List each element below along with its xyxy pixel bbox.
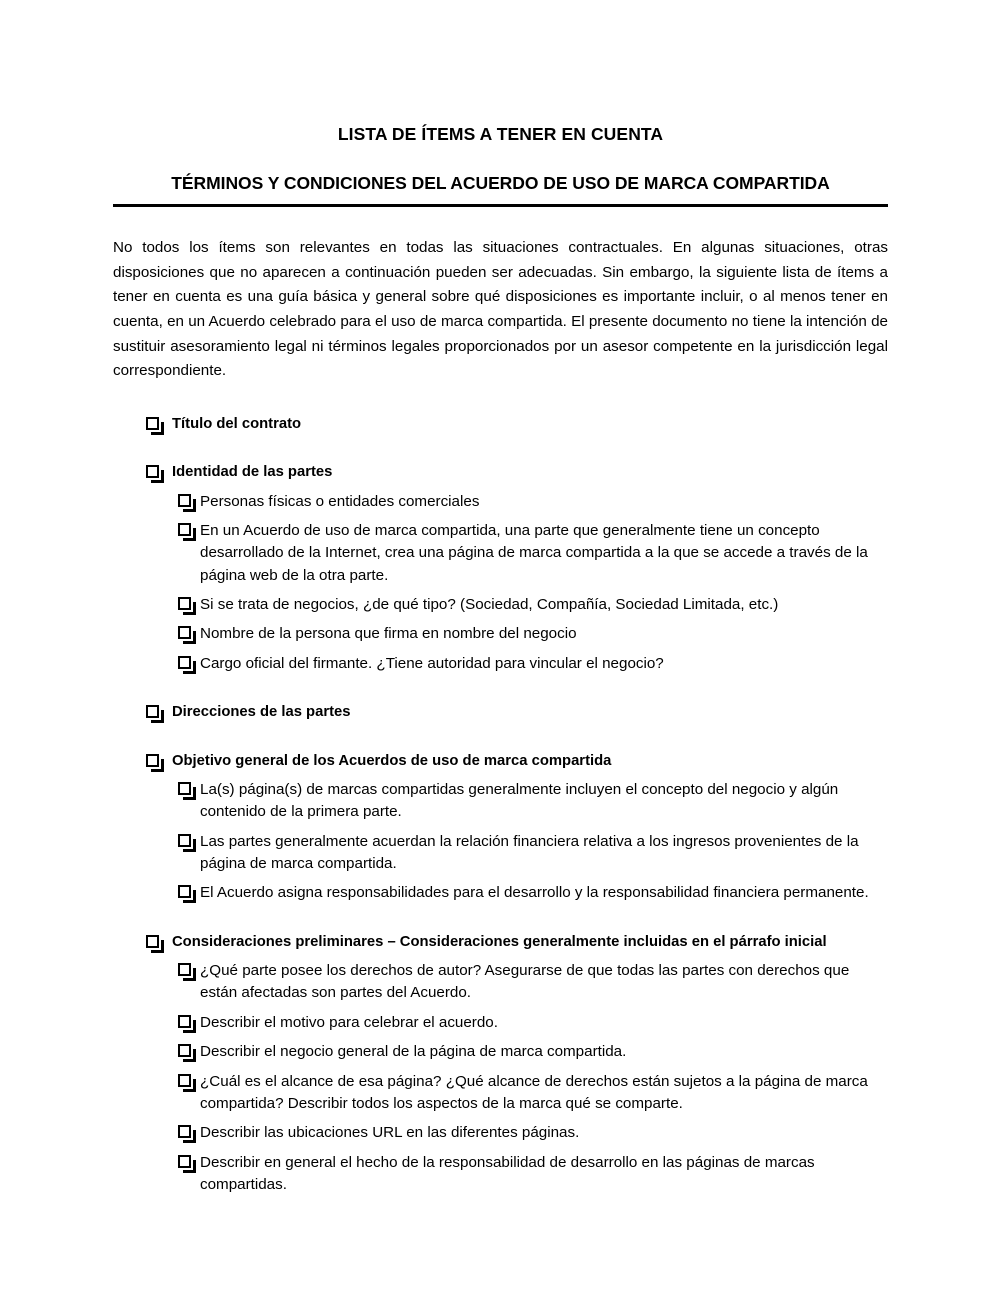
- checklist-subitem-label: La(s) página(s) de marcas compartidas generalmente incluyen el concepto del negocio y algún contenido de la primera parte.: [200, 780, 839, 821]
- checklist-subitem[interactable]: [113, 960, 888, 1005]
- checklist-heading-item[interactable]: [113, 414, 888, 435]
- checklist-section: [113, 462, 888, 675]
- checklist-subitem-label: Nombre de la persona que firma en nombre del negocio: [200, 625, 577, 643]
- checkbox-icon[interactable]: [178, 1125, 191, 1138]
- checklist: [113, 384, 888, 1196]
- checklist-subitem[interactable]: [113, 653, 888, 675]
- checkbox-icon[interactable]: [178, 597, 191, 610]
- checklist-subitem[interactable]: [113, 779, 888, 824]
- checklist-subitem[interactable]: [113, 1071, 888, 1116]
- checklist-subitem[interactable]: [113, 623, 888, 645]
- checkbox-icon[interactable]: [178, 656, 191, 669]
- checkbox-icon[interactable]: [178, 1044, 191, 1057]
- checklist-subitem-label: Si se trata de negocios, ¿de qué tipo? (Sociedad, Compañía, Sociedad Limitada, etc.): [200, 596, 779, 614]
- checklist-subitem-label: El Acuerdo asigna responsabilidades para el desarrollo y la responsabilidad financiera permanente.: [200, 884, 869, 902]
- checklist-subitem-label: ¿Cuál es el alcance de esa página? ¿Qué alcance de derechos están sujetos a la página de marca compartida? Describir todos los aspectos de la marca qué se comparte.: [200, 1072, 868, 1112]
- checklist-heading-label: Consideraciones preliminares – Consideraciones generalmente incluidas en el párrafo inicial: [172, 933, 827, 950]
- checklist-subitem-label: Cargo oficial del firmante. ¿Tiene autoridad para vincular el negocio?: [200, 654, 664, 672]
- checklist-subitems: [113, 960, 888, 1196]
- checkbox-icon[interactable]: [178, 963, 191, 976]
- checkbox-icon[interactable]: [178, 1155, 191, 1168]
- checklist-heading-item[interactable]: [113, 702, 888, 723]
- checklist-subitem-label: Describir el motivo para celebrar el acuerdo.: [200, 1013, 498, 1031]
- checklist-subitem-label: Describir las ubicaciones URL en las diferentes páginas.: [200, 1124, 580, 1142]
- title-divider: [113, 204, 888, 207]
- checklist-heading-label: Direcciones de las partes: [172, 704, 351, 721]
- checklist-heading-label: Objetivo general de los Acuerdos de uso de marca compartida: [172, 752, 612, 769]
- checklist-section: [113, 932, 888, 1197]
- checklist-section: [113, 414, 888, 435]
- checklist-subitems: [113, 779, 888, 905]
- checklist-heading-label: Identidad de las partes: [172, 464, 333, 481]
- checklist-subitem[interactable]: [113, 1152, 888, 1197]
- checkbox-icon[interactable]: [178, 1015, 191, 1028]
- checkbox-icon[interactable]: [178, 494, 191, 507]
- checklist-subitem-label: Personas físicas o entidades comerciales: [200, 492, 480, 510]
- checkbox-icon[interactable]: [178, 782, 191, 795]
- checklist-subitem[interactable]: [113, 594, 888, 616]
- checklist-section: [113, 751, 888, 905]
- checklist-subitem[interactable]: [113, 491, 888, 513]
- checklist-subitem-label: En un Acuerdo de uso de marca compartida, una parte que generalmente tiene un concepto desarrollado de la Internet, crea una página de marca compartida a la que se accede a través de la página web de la otra parte.: [200, 522, 868, 584]
- checkbox-icon[interactable]: [146, 417, 159, 430]
- checklist-subitems: [113, 491, 888, 675]
- checklist-heading-item[interactable]: [113, 932, 888, 953]
- checklist-subitem[interactable]: [113, 1012, 888, 1034]
- checkbox-icon[interactable]: [146, 935, 159, 948]
- checklist-subitem-label: Las partes generalmente acuerdan la relación financiera relativa a los ingresos provenientes de la página de marca compartida.: [200, 832, 859, 872]
- checklist-subitem[interactable]: [113, 831, 888, 876]
- checklist-subitem[interactable]: [113, 1122, 888, 1144]
- checklist-subitem[interactable]: [113, 520, 888, 587]
- title-block: [113, 0, 888, 207]
- checklist-subitem[interactable]: [113, 882, 888, 904]
- intro-paragraph: No todos los ítems son relevantes en todas las situaciones contractuales. En algunas situaciones, otras disposiciones que no aparecen a continuación pueden ser adecuadas. Sin embargo, la siguiente lista de ítems a tener en cuenta es una guía básica y general sobre qué disposiciones es importante incluir, o al menos tener en cuenta, en un Acuerdo celebrado para el uso de marca compartida. El presente documento no tiene la intención de sustituir asesoramiento legal ni términos legales proporcionados por un asesor competente en la jurisdicción legal correspondiente.: [113, 239, 888, 380]
- checkbox-icon[interactable]: [146, 705, 159, 718]
- checklist-subitem-label: ¿Qué parte posee los derechos de autor? Asegurarse de que todas las partes con derechos que están afectadas son partes del Acuerdo.: [200, 962, 850, 1002]
- checkbox-icon[interactable]: [146, 754, 159, 767]
- document-body: [113, 0, 888, 1196]
- page-subtitle: TÉRMINOS Y CONDICIONES DEL ACUERDO DE USO DE MARCA COMPARTIDA: [171, 173, 830, 193]
- checklist-subitem-label: Describir en general el hecho de la responsabilidad de desarrollo en las páginas de marcas compartidas.: [200, 1153, 815, 1193]
- checklist-section: [113, 702, 888, 723]
- checkbox-icon[interactable]: [178, 523, 191, 536]
- checkbox-icon[interactable]: [178, 834, 191, 847]
- checklist-heading-label: Título del contrato: [172, 415, 302, 432]
- checklist-subitem-label: Describir el negocio general de la página de marca compartida.: [200, 1043, 627, 1061]
- checkbox-icon[interactable]: [178, 626, 191, 639]
- checklist-heading-item[interactable]: [113, 751, 888, 772]
- checklist-heading-item[interactable]: [113, 462, 888, 483]
- page-title: LISTA DE ÍTEMS A TENER EN CUENTA: [337, 124, 664, 144]
- checkbox-icon[interactable]: [178, 885, 191, 898]
- checklist-subitem[interactable]: [113, 1041, 888, 1063]
- checkbox-icon[interactable]: [178, 1074, 191, 1087]
- checkbox-icon[interactable]: [146, 465, 159, 478]
